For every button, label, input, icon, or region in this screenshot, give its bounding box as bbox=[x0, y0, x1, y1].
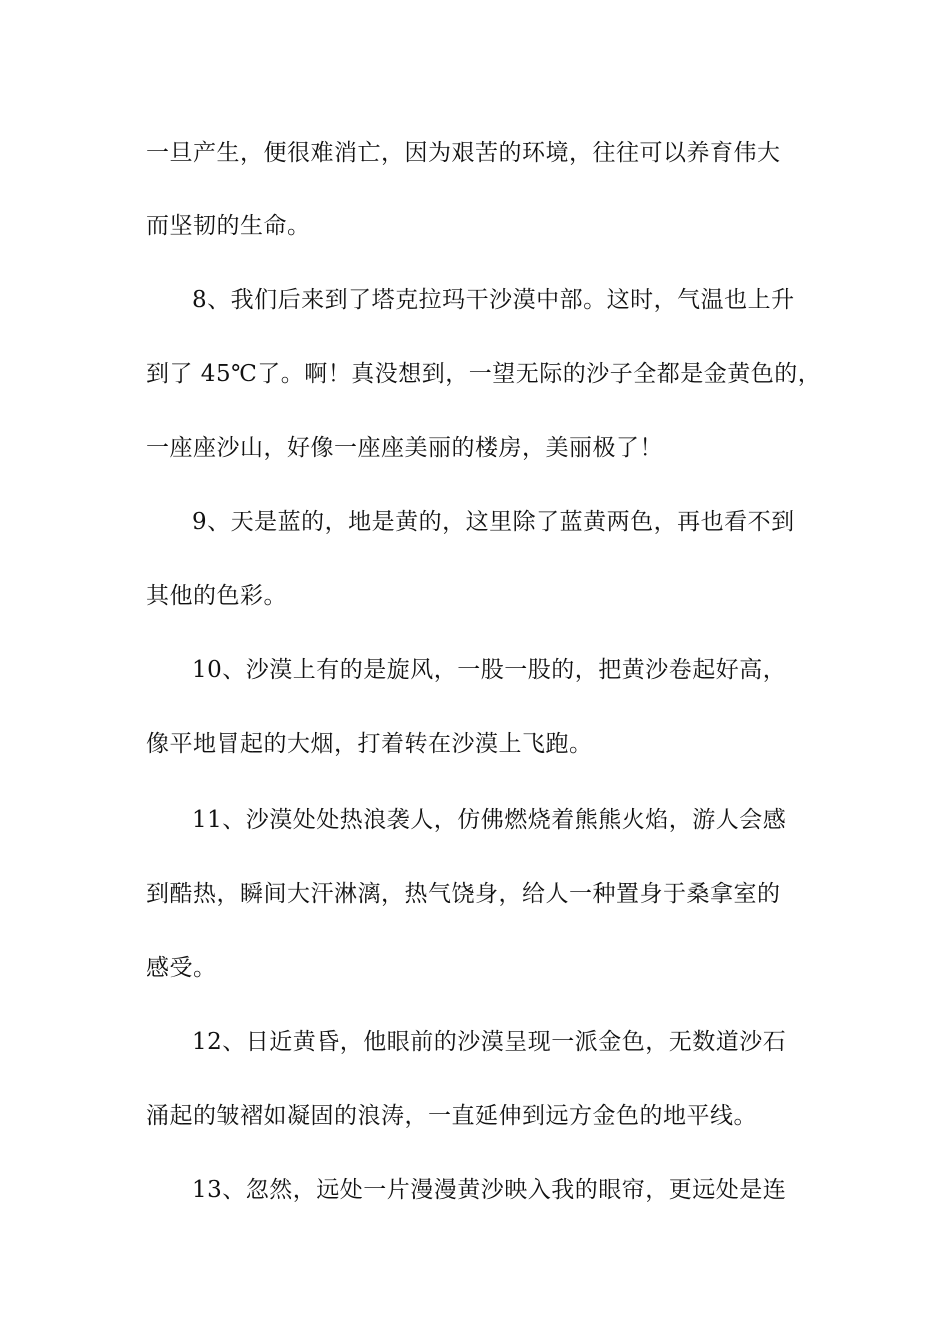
text-line: 一座座沙山，好像一座座美丽的楼房，美丽极了！ bbox=[146, 435, 663, 461]
text-line: 感受。 bbox=[146, 955, 217, 981]
text-line: 一旦产生，便很难消亡，因为艰苦的环境，往往可以养育伟大 bbox=[146, 140, 781, 166]
paragraph-start-line: 13、忽然，远处一片漫漫黄沙映入我的眼帘，更远处是连 bbox=[192, 1177, 787, 1203]
paragraph-start-line: 8、我们后来到了塔克拉玛干沙漠中部。这时，气温也上升 bbox=[192, 287, 795, 313]
text-line: 到了 45℃了。啊！真没想到，一望无际的沙子全都是金黄色的， bbox=[146, 361, 822, 387]
paragraph-start-line: 12、日近黄昏，他眼前的沙漠呈现一派金色，无数道沙石 bbox=[192, 1029, 787, 1055]
paragraph-start-line: 9、天是蓝的，地是黄的，这里除了蓝黄两色，再也看不到 bbox=[192, 509, 795, 535]
text-line: 而坚韧的生命。 bbox=[146, 213, 311, 239]
text-line: 像平地冒起的大烟，打着转在沙漠上飞跑。 bbox=[146, 731, 593, 757]
paragraph-start-line: 11、沙漠处处热浪袭人，仿佛燃烧着熊熊火焰，游人会感 bbox=[192, 807, 787, 833]
text-line: 到酷热，瞬间大汗淋漓，热气饶身，给人一种置身于桑拿室的 bbox=[146, 881, 781, 907]
paragraph-start-line: 10、沙漠上有的是旋风，一股一股的，把黄沙卷起好高， bbox=[192, 657, 787, 683]
text-line: 其他的色彩。 bbox=[146, 583, 287, 609]
text-line: 涌起的皱褶如凝固的浪涛，一直延伸到远方金色的地平线。 bbox=[146, 1103, 757, 1129]
